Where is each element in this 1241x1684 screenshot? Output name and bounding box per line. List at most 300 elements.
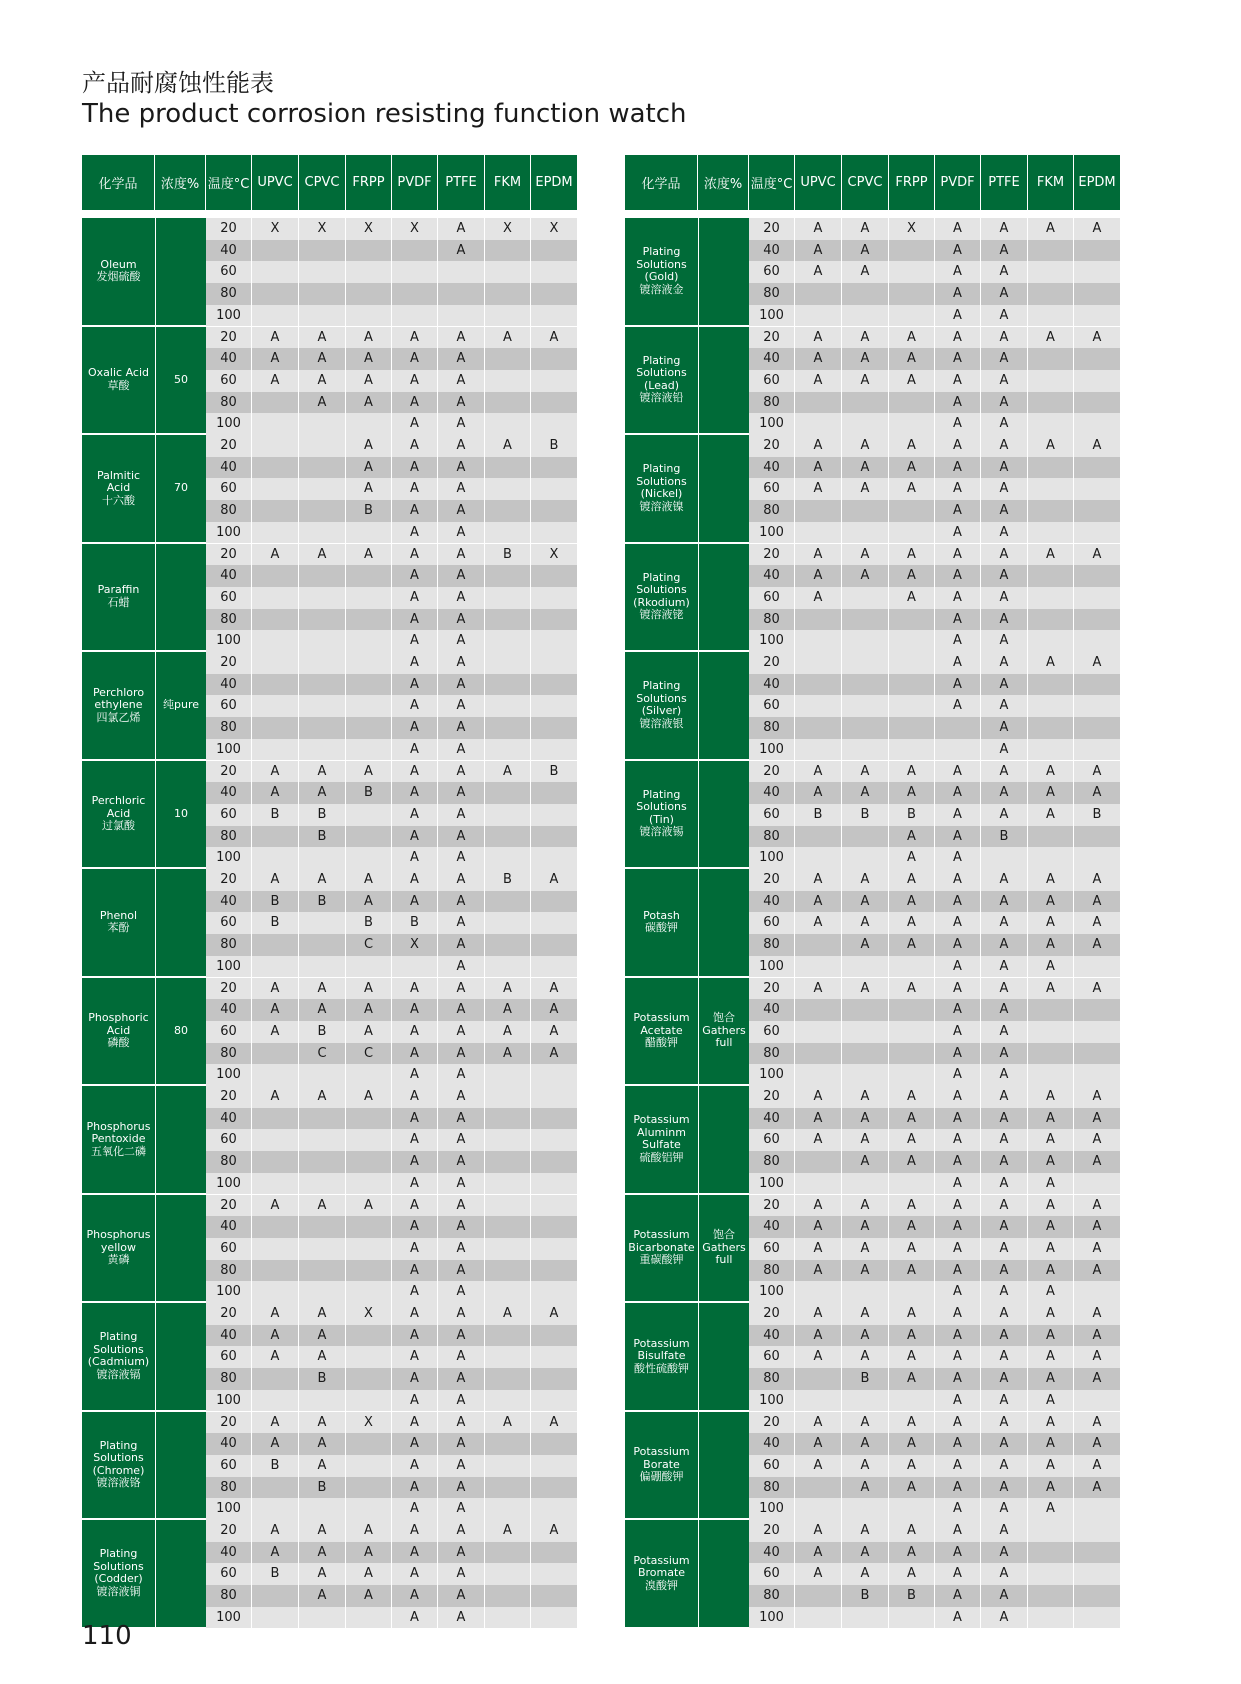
temperature-cell: 100 (206, 1607, 252, 1629)
rating-cell (485, 1433, 531, 1455)
temperature-cell: 40 (749, 999, 795, 1021)
rating-cell: A (531, 999, 578, 1021)
temperature-cell: 80 (206, 1260, 252, 1282)
rating-cell: A (981, 739, 1028, 761)
rating-cell: A (842, 544, 889, 566)
temperature-cell: 20 (749, 761, 795, 783)
rating-cell (485, 370, 531, 392)
rating-cell: A (485, 761, 531, 783)
chemical-name-line: Potash (643, 908, 680, 922)
rating-cell: A (935, 348, 981, 370)
rating-cell (1028, 283, 1074, 305)
rating-cell (252, 305, 299, 327)
chemical-name-line: Plating (99, 1330, 138, 1344)
rating-cell (531, 1129, 578, 1151)
rating-cell (299, 305, 346, 327)
temperature-cell: 40 (749, 1216, 795, 1238)
rating-cell (346, 1433, 392, 1455)
rating-cell (485, 500, 531, 522)
chemical-name-line: 五氧化二磷 (90, 1144, 146, 1158)
rating-cell: A (1028, 804, 1074, 826)
rating-cell (346, 1260, 392, 1282)
rating-cell (1028, 739, 1074, 761)
table-row (206, 1129, 578, 1151)
rating-cell: A (346, 1542, 392, 1564)
rating-cell (842, 587, 889, 609)
rating-cell: A (438, 1260, 485, 1282)
rating-cell (1074, 370, 1121, 392)
rating-cell: A (346, 891, 392, 913)
rating-cell (299, 1129, 346, 1151)
temperature-cell: 80 (206, 1585, 252, 1607)
rating-cell: A (981, 761, 1028, 783)
rating-cell: A (531, 869, 578, 891)
rating-cell: A (438, 1108, 485, 1130)
temperature-cell: 40 (206, 1216, 252, 1238)
rating-cell (346, 1108, 392, 1130)
rating-cell (485, 847, 531, 869)
rating-cell: A (299, 1585, 346, 1607)
rating-cell: A (935, 240, 981, 262)
rating-cell: A (392, 370, 438, 392)
rating-cell: A (981, 912, 1028, 934)
rating-cell: A (299, 1325, 346, 1347)
rating-cell: C (346, 934, 392, 956)
concentration-line: Gathers (702, 1023, 746, 1037)
rating-cell (531, 1086, 578, 1108)
chemical-name-line: Borate (643, 1457, 680, 1471)
rating-cell (1074, 348, 1121, 370)
rating-cell (531, 912, 578, 934)
rating-cell: A (438, 500, 485, 522)
chemical-name (625, 544, 698, 653)
rating-cell (795, 1477, 842, 1499)
chemical-group (82, 761, 559, 870)
rating-cell: A (935, 630, 981, 652)
chemical-name-line: 黄磷 (107, 1253, 130, 1266)
rating-cell: X (889, 218, 935, 240)
temperature-cell: 60 (206, 1021, 252, 1043)
table-row (749, 1260, 1121, 1282)
rating-cell (252, 1585, 299, 1607)
table-row (206, 934, 578, 956)
rating-cell: A (935, 1281, 981, 1303)
rating-cell (795, 1498, 842, 1520)
rating-cell (485, 804, 531, 826)
table-row (206, 609, 578, 631)
rating-cell: A (485, 978, 531, 1000)
rating-cell (485, 1064, 531, 1086)
rating-cell (531, 1542, 578, 1564)
temperature-cell: 60 (749, 261, 795, 283)
rating-cell: B (842, 804, 889, 826)
rating-cell: A (1074, 869, 1121, 891)
rating-cell: A (438, 522, 485, 544)
rating-cell (438, 305, 485, 327)
rating-cell (346, 1238, 392, 1260)
rating-cell (485, 609, 531, 631)
chemical-name-line: Solutions (636, 691, 687, 705)
temperature-cell: 40 (749, 1542, 795, 1564)
rating-cell: A (1074, 1346, 1121, 1368)
rating-cell: A (889, 761, 935, 783)
rating-cell (889, 1390, 935, 1412)
rating-cell: A (795, 478, 842, 500)
rating-cell: A (842, 934, 889, 956)
rating-cell: A (889, 435, 935, 457)
chemical-name-line: 发烟硫酸 (96, 270, 141, 284)
chemical-name-line: Phosphorus (86, 1228, 151, 1241)
chemical-name-line: 镀溶液铅 (639, 391, 684, 405)
concentration (155, 869, 206, 978)
rating-cell: A (889, 1260, 935, 1282)
concentration (698, 652, 749, 761)
table-row (206, 717, 578, 739)
chemical-group (625, 435, 1102, 544)
temperature-cell: 60 (749, 695, 795, 717)
table-row (206, 1607, 578, 1629)
rating-cell: A (795, 1412, 842, 1434)
table-row (206, 283, 578, 305)
concentration: 10 (155, 761, 206, 870)
rating-cell (842, 1064, 889, 1086)
temperature-cell: 60 (749, 587, 795, 609)
table-row (206, 1108, 578, 1130)
rating-cell: A (981, 587, 1028, 609)
rating-cell: A (392, 891, 438, 913)
temperature-cell: 20 (749, 652, 795, 674)
rating-cell: A (438, 1021, 485, 1043)
rating-cell: B (299, 891, 346, 913)
rating-cell: A (842, 1455, 889, 1477)
rating-cell (842, 956, 889, 978)
rating-rows (749, 1086, 1121, 1194)
rating-cell: A (1028, 1390, 1074, 1412)
rating-cell: A (392, 348, 438, 370)
rating-cell (392, 283, 438, 305)
rating-cell (485, 956, 531, 978)
temperature-cell: 20 (749, 869, 795, 891)
chemical-name (82, 1086, 155, 1195)
chemical-name-line: yellow (100, 1240, 137, 1254)
temperature-cell: 40 (749, 457, 795, 479)
temperature-cell: 60 (749, 478, 795, 500)
rating-cell (299, 413, 346, 435)
concentration: 纯pure (155, 652, 206, 761)
rating-cell: A (935, 1390, 981, 1412)
rating-cell: A (346, 1021, 392, 1043)
rating-cell: A (842, 1108, 889, 1130)
rating-cell: A (935, 1064, 981, 1086)
temperature-cell: 80 (206, 1043, 252, 1065)
table-row (206, 1173, 578, 1195)
rating-cell: A (795, 1108, 842, 1130)
table-row (749, 956, 1121, 978)
rating-cell: A (1028, 1195, 1074, 1217)
rating-cell (346, 305, 392, 327)
table-row (206, 1433, 578, 1455)
temperature-cell: 100 (749, 1390, 795, 1412)
chemical-group (82, 978, 559, 1087)
rating-cell: A (935, 609, 981, 631)
chemical-name-line: Potassium (633, 1445, 690, 1458)
rating-cell (485, 1607, 531, 1629)
table-row (749, 1108, 1121, 1130)
chemical-name-line: Potassium (633, 1553, 690, 1567)
rating-cell (531, 305, 578, 327)
rating-cell: X (392, 934, 438, 956)
chemical-name-line: 镀溶液银 (639, 716, 684, 730)
chemical-group (625, 1412, 1102, 1521)
temperature-cell: 60 (749, 1563, 795, 1585)
rating-cell (346, 956, 392, 978)
chemical-name-line: (Codder) (94, 1572, 143, 1586)
rating-cell: A (1074, 1325, 1121, 1347)
rating-cell: A (1074, 978, 1121, 1000)
rating-cell: X (392, 218, 438, 240)
rating-cell: A (795, 869, 842, 891)
rating-cell: A (935, 1433, 981, 1455)
rating-cell: A (1028, 1238, 1074, 1260)
rating-rows (206, 1412, 578, 1520)
table-row (206, 544, 578, 566)
chemical-name-line: 酸性硫酸钾 (633, 1361, 689, 1375)
rating-cell (1074, 283, 1121, 305)
rating-cell: A (485, 1412, 531, 1434)
temperature-cell: 100 (749, 847, 795, 869)
rating-cell: A (889, 544, 935, 566)
rating-cell (299, 457, 346, 479)
rating-cell: A (795, 1542, 842, 1564)
rating-cell: A (981, 413, 1028, 435)
concentration (698, 218, 749, 327)
rating-cell: A (981, 348, 1028, 370)
rating-cell (252, 826, 299, 848)
chemical-name-line: Plating (642, 245, 681, 259)
rating-cell: A (889, 1368, 935, 1390)
table-row (206, 1238, 578, 1260)
rating-cell (795, 956, 842, 978)
table-row (749, 847, 1121, 869)
rating-cell: A (1028, 1108, 1074, 1130)
rating-cell (485, 652, 531, 674)
rating-cell (299, 1607, 346, 1629)
rating-cell: A (889, 1477, 935, 1499)
rating-cell: A (252, 1303, 299, 1325)
chemical-name-line: Perchloric (91, 794, 146, 807)
rating-cell (252, 392, 299, 414)
chemical-name-line: 苯酚 (107, 921, 130, 935)
rating-cell (485, 305, 531, 327)
rating-cell: A (438, 218, 485, 240)
temperature-cell: 100 (206, 522, 252, 544)
chemical-name-line: Plating (99, 1547, 138, 1561)
rating-cell: A (795, 1520, 842, 1542)
chemical-name-line: Acid (106, 806, 131, 820)
rating-cell: A (842, 1563, 889, 1585)
table-row (206, 1195, 578, 1217)
concentration (698, 1195, 749, 1304)
rating-cell: A (299, 1455, 346, 1477)
concentration-line: full (715, 1253, 733, 1266)
temperature-cell: 80 (749, 1585, 795, 1607)
rating-cell (299, 478, 346, 500)
concentration (698, 544, 749, 653)
rating-cell: A (485, 435, 531, 457)
chemical-name (82, 1412, 155, 1521)
rating-cell: A (438, 435, 485, 457)
chemical-group (625, 761, 1102, 870)
rating-cell (531, 630, 578, 652)
chemical-name-line: 镀溶液铜 (96, 1584, 141, 1598)
rating-cell: A (981, 717, 1028, 739)
rating-cell (299, 565, 346, 587)
chemical-name-line: Plating (642, 570, 681, 584)
table-row (749, 283, 1121, 305)
rating-cell (299, 956, 346, 978)
rating-cell: A (299, 1346, 346, 1368)
temperature-cell: 100 (749, 305, 795, 327)
table-row (749, 522, 1121, 544)
rating-cell (299, 587, 346, 609)
chemical-group (625, 1086, 1102, 1195)
rating-cell (531, 1607, 578, 1629)
rating-cell: A (438, 1086, 485, 1108)
rating-cell: A (981, 1129, 1028, 1151)
rating-cell (1028, 1563, 1074, 1585)
rating-cell (842, 1021, 889, 1043)
rating-cell: A (842, 1520, 889, 1542)
table-row (206, 1477, 578, 1499)
rating-cell: B (842, 1585, 889, 1607)
rating-cell (485, 1325, 531, 1347)
table-row (206, 1216, 578, 1238)
rating-cell: A (795, 457, 842, 479)
rating-cell (299, 1151, 346, 1173)
rating-cell (1028, 674, 1074, 696)
rating-cell (889, 1173, 935, 1195)
temperature-cell: 40 (206, 1325, 252, 1347)
rating-cell: B (531, 435, 578, 457)
rating-cell: X (346, 1412, 392, 1434)
rating-cell: A (981, 609, 1028, 631)
concentration (698, 1086, 749, 1195)
table-row (749, 565, 1121, 587)
rating-cell (1028, 565, 1074, 587)
table-row (749, 1433, 1121, 1455)
rating-cell: A (935, 912, 981, 934)
rating-cell: A (1074, 1195, 1121, 1217)
table-row (206, 305, 578, 327)
temperature-cell: 80 (206, 1368, 252, 1390)
rating-cell: A (795, 761, 842, 783)
temperature-cell: 80 (749, 1260, 795, 1282)
rating-cell: A (299, 1412, 346, 1434)
rating-cell (1074, 1390, 1121, 1412)
rating-cell: A (438, 1346, 485, 1368)
rating-cell (485, 1368, 531, 1390)
rating-cell: A (1028, 1477, 1074, 1499)
rating-cell (252, 587, 299, 609)
rating-cell (795, 609, 842, 631)
rating-cell (485, 912, 531, 934)
rating-cell: A (935, 544, 981, 566)
table-row (206, 1021, 578, 1043)
rating-cell: A (935, 435, 981, 457)
table-row (749, 1086, 1121, 1108)
table-row (749, 1607, 1121, 1629)
rating-cell (889, 630, 935, 652)
temperature-cell: 40 (206, 891, 252, 913)
rating-cell: A (842, 1238, 889, 1260)
rating-cell: A (485, 327, 531, 349)
rating-cell: A (935, 761, 981, 783)
table-row (749, 392, 1121, 414)
rating-cell: A (1074, 1477, 1121, 1499)
rating-cell (531, 457, 578, 479)
rating-cell (438, 261, 485, 283)
rating-cell (299, 1064, 346, 1086)
rating-cell: A (1028, 1346, 1074, 1368)
temperature-cell: 40 (749, 1108, 795, 1130)
rating-cell: A (889, 565, 935, 587)
rating-cell: A (531, 978, 578, 1000)
rating-cell (485, 891, 531, 913)
rating-cell (1028, 630, 1074, 652)
rating-cell: A (935, 1498, 981, 1520)
rating-cell: A (795, 370, 842, 392)
rating-cell: A (889, 978, 935, 1000)
rating-cell: A (935, 847, 981, 869)
rating-cell: A (795, 327, 842, 349)
rating-cell (252, 1238, 299, 1260)
chemical-group (625, 1303, 1102, 1412)
rating-rows (206, 218, 578, 326)
chemical-name-line: Bicarbonate (628, 1240, 695, 1254)
rating-cell (1074, 1064, 1121, 1086)
rating-cell (531, 478, 578, 500)
rating-cell: A (935, 1455, 981, 1477)
rating-cell: A (438, 1477, 485, 1499)
temperature-cell: 60 (749, 1238, 795, 1260)
rating-cell (1074, 413, 1121, 435)
rating-cell (1074, 630, 1121, 652)
rating-rows (206, 1520, 578, 1628)
temperature-cell: 100 (206, 847, 252, 869)
rating-cell: A (438, 782, 485, 804)
rating-cell (889, 261, 935, 283)
rating-cell: A (795, 348, 842, 370)
rating-cell: A (842, 348, 889, 370)
rating-cell: A (935, 1129, 981, 1151)
rating-cell: A (1074, 912, 1121, 934)
temperature-cell: 100 (206, 413, 252, 435)
rating-cell (1028, 1021, 1074, 1043)
rating-cell (346, 1498, 392, 1520)
chemical-name-line: Solutions (636, 257, 687, 271)
rating-cell (795, 1368, 842, 1390)
rating-cell (842, 695, 889, 717)
rating-cell: A (981, 652, 1028, 674)
rating-cell: B (299, 826, 346, 848)
chemical-name-line: (Gold) (644, 270, 679, 284)
rating-cell (531, 261, 578, 283)
rating-cell: A (795, 1303, 842, 1325)
rating-cell: A (252, 999, 299, 1021)
rating-rows (206, 978, 578, 1086)
rating-cell: A (795, 978, 842, 1000)
rating-cell (485, 739, 531, 761)
